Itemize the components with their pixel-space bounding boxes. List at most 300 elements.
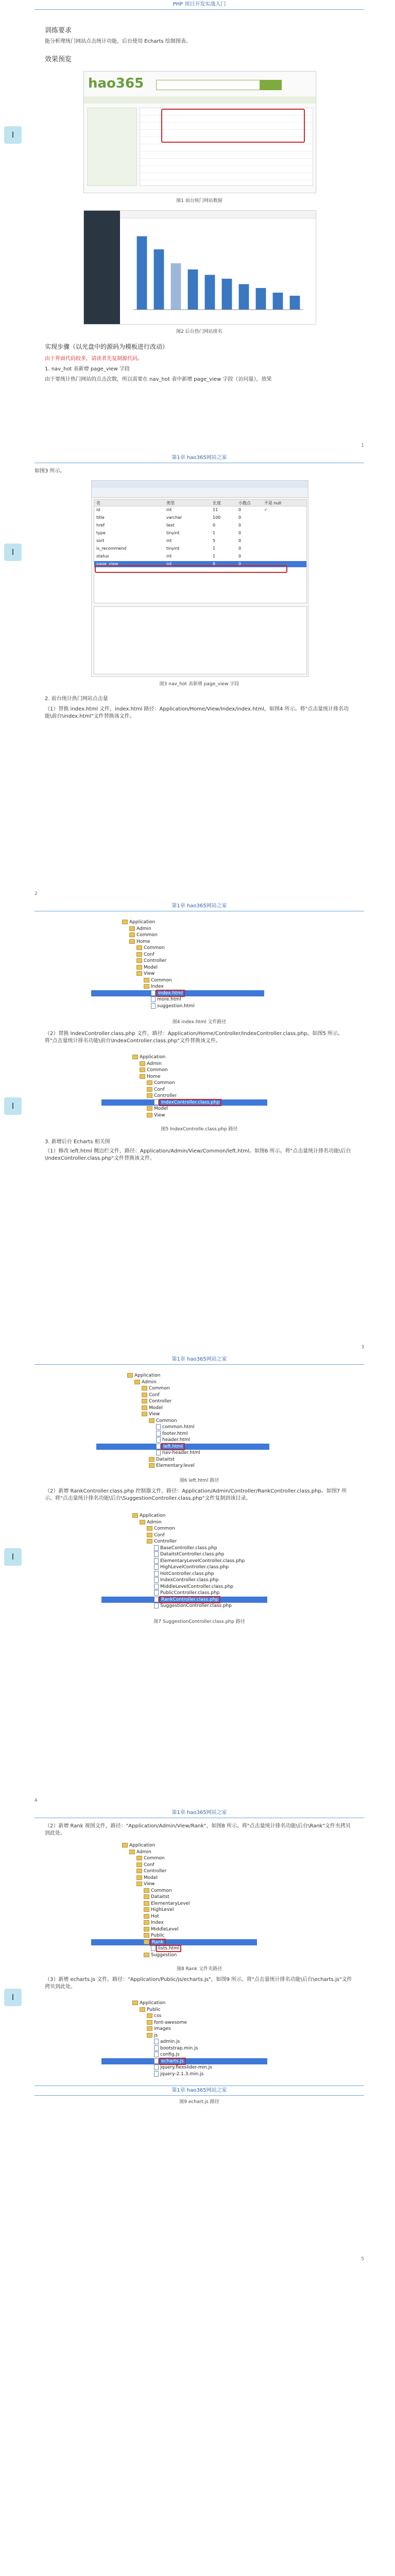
folder-icon	[140, 2007, 145, 2012]
folder-item[interactable]	[122, 1842, 155, 1849]
tree-label: Common	[147, 1067, 168, 1073]
file-icon	[151, 996, 156, 1002]
tree-label: Model	[149, 1405, 163, 1411]
tree-label: Index	[151, 984, 164, 989]
folder-icon	[144, 1907, 149, 1912]
page-number: 5	[361, 2257, 364, 2262]
folder-item[interactable]	[147, 1087, 165, 1093]
folder-item[interactable]	[147, 1080, 175, 1086]
tree-label: font-awesome	[154, 2020, 187, 2025]
tree-label: Model	[154, 1106, 168, 1111]
table-cell: 0	[238, 538, 242, 543]
table-cell: tinyint	[166, 546, 180, 551]
table-row[interactable]	[94, 538, 306, 544]
tree-label: header.html	[162, 1437, 191, 1443]
tree-label: jquery.flexslider-min.js	[160, 2065, 212, 2070]
folder-item[interactable]	[144, 977, 172, 984]
tree-label: Controller	[154, 1093, 177, 1098]
folder-item[interactable]	[136, 945, 165, 951]
tree-label: Application	[140, 1055, 166, 1060]
tree-label: Common	[154, 1080, 175, 1086]
folder-icon	[136, 958, 142, 963]
file-item[interactable]	[154, 1551, 224, 1557]
folder-item[interactable]	[129, 926, 151, 932]
figure-3-caption: 图3 nav_hot 表新增 page_view 字段	[159, 682, 239, 687]
tree-label: Application	[140, 2001, 166, 2006]
table-cell: 1	[213, 546, 216, 551]
file-item[interactable]	[101, 1597, 267, 1603]
folder-icon	[142, 1393, 147, 1397]
file-item[interactable]	[154, 2039, 180, 2045]
column-header: 类型	[166, 501, 175, 505]
folder-item[interactable]	[127, 1372, 160, 1379]
folder-icon	[147, 1087, 152, 1092]
file-tree-fig5	[132, 1054, 287, 1121]
table-cell: int	[166, 562, 172, 566]
file-item[interactable]	[154, 2045, 198, 2052]
folder-icon	[122, 920, 128, 924]
tree-label: Home	[136, 939, 150, 944]
bar[interactable]	[256, 288, 266, 310]
tree-label: css	[154, 2013, 162, 2019]
folder-icon	[147, 1539, 152, 1544]
file-item[interactable]	[154, 1590, 219, 1596]
folder-item[interactable]	[147, 2013, 161, 2019]
column-header: 名	[96, 501, 100, 505]
tree-label: Suggestion	[151, 1952, 177, 1958]
file-item[interactable]	[156, 1450, 200, 1456]
bar[interactable]	[205, 275, 215, 310]
folder-item[interactable]	[134, 1379, 157, 1385]
bar[interactable]	[239, 284, 249, 310]
folder-icon	[129, 1850, 135, 1854]
folder-item[interactable]	[132, 1513, 165, 1519]
tree-label: MiddleLevelController.class.php	[160, 1584, 234, 1589]
folder-item[interactable]	[144, 1920, 164, 1926]
tree-label: Admin	[142, 1379, 157, 1385]
tree-label: PublicController.class.php	[160, 1590, 220, 1596]
tree-label: Admin	[136, 1849, 151, 1855]
tree-label: Common	[136, 933, 158, 938]
file-icon	[154, 1577, 159, 1583]
folder-item[interactable]	[136, 952, 154, 958]
figure-7-caption: 图7 SuggestionController.class.php 路径	[153, 1619, 245, 1624]
step-2-desc: （1）替换 index.html 文件，index.html 路径：Application/Home/View/Index/index.html，如图4 所示。将"点击量统计排名功能\前台\index.html"文件替换该文件。	[45, 706, 349, 719]
folder-item[interactable]	[147, 1112, 165, 1118]
folder-item[interactable]	[147, 2026, 171, 2032]
navicat-table-screenshot	[91, 480, 308, 677]
bar[interactable]	[273, 293, 283, 310]
file-icon	[154, 2045, 159, 2051]
folder-item[interactable]	[140, 1067, 168, 1073]
column-header: 长度	[213, 501, 221, 505]
tree-label: Rank	[152, 1939, 164, 1945]
tree-label: Application	[134, 1373, 161, 1378]
folder-item[interactable]	[136, 1862, 154, 1868]
window-titlebar	[92, 481, 308, 488]
tree-label: Conf	[149, 1392, 160, 1398]
folder-item[interactable]	[147, 1093, 177, 1099]
hao365-screenshot	[83, 71, 316, 193]
file-item[interactable]	[154, 1584, 233, 1590]
table-row[interactable]	[94, 515, 306, 521]
search-box[interactable]	[156, 80, 260, 90]
folder-item[interactable]	[149, 1463, 195, 1469]
figure-1-caption: 图1 前台统门网站数据	[176, 198, 222, 204]
folder-item[interactable]	[147, 1106, 168, 1112]
table-cell: sort	[96, 538, 105, 543]
document-page-4	[35, 1355, 364, 1808]
tree-label: index.html	[158, 990, 183, 996]
folder-item[interactable]	[147, 2032, 158, 2039]
tree-label: Application	[129, 1843, 156, 1848]
file-icon	[156, 1444, 161, 1449]
folder-icon	[142, 1405, 147, 1410]
file-icon	[154, 1590, 159, 1596]
folder-icon	[140, 1074, 145, 1079]
tree-label: left.html	[163, 1444, 183, 1449]
hao365-logo: hao365	[88, 76, 144, 91]
figure-6-caption: 图6 left.html 路径	[179, 1478, 219, 1483]
heading-requirements: 训练要求	[45, 27, 72, 35]
page-number: 4	[35, 1798, 38, 1803]
folder-item[interactable]	[147, 1526, 175, 1532]
tree-label: Common	[151, 1888, 172, 1893]
tree-label: Common	[151, 977, 172, 983]
folder-icon	[144, 978, 149, 982]
file-icon	[154, 1571, 159, 1577]
file-icon	[154, 1584, 159, 1589]
file-tree-fig9	[132, 2000, 287, 2082]
folder-item[interactable]	[142, 1405, 163, 1411]
folder-item[interactable]	[144, 1926, 179, 1933]
folder-icon	[142, 1386, 147, 1391]
folder-item[interactable]	[129, 939, 150, 945]
folder-icon	[144, 1894, 149, 1899]
tree-label: IndexController.class.php	[161, 1099, 220, 1105]
folder-icon	[136, 965, 142, 970]
folder-item[interactable]	[136, 964, 158, 971]
side-nav-button[interactable]: I	[4, 126, 22, 144]
folder-item[interactable]	[144, 1894, 169, 1900]
table-cell: tinyint	[166, 531, 180, 535]
toolbar	[92, 488, 308, 498]
file-item[interactable]	[154, 2064, 212, 2071]
file-icon	[154, 1099, 159, 1105]
page-header: 第1章 hao365网站之家	[35, 1808, 364, 1818]
column-header: 不是 null	[264, 501, 282, 505]
file-item[interactable]	[156, 1424, 195, 1430]
side-nav-button[interactable]: I	[4, 1548, 22, 1566]
folder-item[interactable]	[149, 1456, 175, 1463]
folder-item[interactable]	[140, 1074, 161, 1080]
figure-5-caption: 图5 IndexControlle.class.php 路径	[161, 1127, 238, 1132]
tree-label: ElementaryLevel	[151, 1901, 190, 1906]
table-cell: int	[166, 554, 172, 558]
folder-icon	[147, 2013, 152, 2018]
tree-label: Conf	[154, 1532, 165, 1538]
tree-label: nav-header.html	[162, 1450, 200, 1455]
file-item[interactable]	[96, 1444, 269, 1450]
folder-icon	[136, 1862, 142, 1867]
file-tree-fig6	[127, 1372, 282, 1473]
folder-item[interactable]	[144, 1933, 165, 1939]
bar-chart	[123, 222, 314, 320]
folder-item[interactable]	[142, 1385, 170, 1392]
tree-label: View	[154, 1112, 165, 1118]
note-copy-source: 由于界面代码较多，请读者先复制源代码。	[45, 356, 143, 362]
file-item[interactable]	[156, 1437, 190, 1443]
tree-label: Admin	[136, 926, 151, 931]
admin-chart-screenshot	[83, 210, 316, 325]
folder-item[interactable]	[142, 1411, 160, 1417]
file-icon	[154, 2052, 159, 2057]
folder-item[interactable]	[140, 2007, 161, 2013]
document-page-5	[35, 1808, 364, 2267]
file-icon	[151, 1003, 156, 1009]
folder-icon	[142, 1399, 147, 1403]
folder-icon	[136, 952, 142, 957]
page-header-inline: 第1章 hao365网站之家	[35, 2086, 364, 2096]
folder-icon	[129, 926, 135, 931]
tree-label: Hot	[151, 1913, 159, 1919]
page-header: PHP 项目开发实战入门	[35, 0, 364, 10]
folder-icon	[147, 2020, 152, 2025]
tree-label: MiddleLevel	[151, 1926, 179, 1932]
folder-icon	[144, 1933, 149, 1938]
table-cell: title	[96, 515, 105, 520]
folder-item[interactable]	[144, 984, 164, 990]
table-cell: status	[96, 554, 109, 558]
file-item[interactable]	[151, 1945, 180, 1952]
file-item[interactable]	[154, 1564, 229, 1570]
table-cell: 0	[238, 546, 242, 551]
file-icon	[151, 990, 156, 996]
folder-item[interactable]	[147, 1538, 177, 1545]
table-cell: 0	[238, 562, 242, 566]
folder-item[interactable]	[144, 1907, 174, 1913]
page-header: 第1章 hao365网站之家	[35, 902, 364, 911]
file-item[interactable]	[154, 1545, 217, 1551]
admin-sidebar	[84, 211, 120, 324]
folder-icon	[122, 1843, 128, 1848]
page-header: 第1章 hao365网站之家	[35, 453, 364, 463]
figure-4-caption: 图4 index.html 文件路径	[172, 1020, 227, 1025]
table-cell: 5	[213, 538, 216, 543]
folder-item[interactable]	[136, 1881, 154, 1887]
folder-item[interactable]	[149, 1418, 177, 1424]
file-item[interactable]	[101, 2058, 267, 2064]
step-1-desc: 由于要统计热门网站的点击次数，所以需要在 nav_hot 表中新增 page_view 字段（访问量），效果	[45, 377, 272, 382]
file-tree-fig4	[122, 919, 277, 1014]
tree-label: DataitstController.class.php	[160, 1552, 225, 1557]
search-button[interactable]	[260, 80, 282, 90]
tree-label: more.html	[157, 997, 181, 1002]
tree-label: RankController.class.php	[161, 1597, 219, 1602]
tree-label: jquery-2.1.3.min.js	[160, 2071, 204, 2077]
folder-icon	[136, 1856, 142, 1860]
table-cell: 1	[213, 554, 216, 558]
figure-8-caption: 图8 Rank 文件夹路径	[177, 1967, 222, 1972]
file-icon	[154, 1558, 159, 1564]
folder-icon	[149, 1463, 154, 1468]
file-item[interactable]	[154, 1603, 232, 1609]
document-page-3	[35, 902, 364, 1355]
tree-label: Home	[147, 1074, 161, 1079]
table-row[interactable]	[94, 546, 306, 552]
file-item[interactable]	[151, 1003, 195, 1009]
tree-label: admin.js	[160, 2039, 180, 2044]
folder-item[interactable]	[136, 958, 166, 964]
fig5-intro: （2）替换 IndexController.class.php 文件，路径：Application/Home/Controller/IndexController.class.php。如图5 所示。将"点击量统计排名功能\前台\IndexController.class.php"文件替换该文件。	[45, 1031, 343, 1044]
file-icon	[154, 2071, 159, 2077]
file-item[interactable]	[154, 2052, 180, 2058]
folder-item[interactable]	[144, 1901, 190, 1907]
table-grid	[94, 499, 307, 603]
folder-item[interactable]	[140, 1519, 162, 1526]
folder-item[interactable]	[136, 971, 154, 977]
file-icon	[156, 1431, 161, 1436]
folder-item[interactable]	[136, 1875, 158, 1881]
tree-label: View	[144, 971, 155, 976]
folder-item[interactable]	[144, 1913, 159, 1920]
table-cell: 0	[213, 523, 216, 528]
folder-item[interactable]	[132, 1054, 165, 1060]
file-icon	[156, 1424, 161, 1430]
folder-icon	[147, 2033, 152, 2038]
folder-icon	[144, 1927, 149, 1931]
folder-item[interactable]	[132, 2000, 165, 2006]
folder-item[interactable]	[144, 1888, 172, 1894]
folder-item[interactable]	[142, 1398, 171, 1404]
folder-icon	[147, 1113, 152, 1117]
tree-label: Public	[147, 2007, 161, 2012]
folder-item[interactable]	[91, 1939, 257, 1945]
tree-label: Conf	[144, 952, 154, 957]
file-item[interactable]	[154, 1577, 218, 1583]
step-3-desc: （1）修改 left.html 侧边栏文件，路径：Application/Admin/View/Common/left.html。如图6 所示。将"点击量统计排名功能\后台\IndexController.class.php"文件替换该文件。	[45, 1148, 351, 1161]
folder-icon	[144, 1901, 149, 1906]
tree-label: Controller	[154, 1539, 177, 1544]
file-icon	[156, 1437, 161, 1443]
tree-label: Model	[144, 1875, 158, 1880]
tree-label: config.js	[160, 2052, 180, 2057]
tree-label: Conf	[144, 1862, 154, 1868]
folder-item[interactable]	[136, 1855, 165, 1861]
file-item[interactable]	[154, 1571, 214, 1577]
tree-label: Dataitst	[156, 1456, 175, 1462]
file-item[interactable]	[151, 996, 181, 1003]
folder-item[interactable]	[136, 1868, 166, 1874]
bar[interactable]	[154, 249, 164, 310]
bar[interactable]	[171, 263, 181, 310]
side-nav-button[interactable]: I	[4, 544, 22, 561]
figure-2-caption: 图2 后台热门网站排名	[176, 329, 222, 334]
table-row[interactable]	[94, 553, 306, 560]
file-item[interactable]	[154, 1558, 245, 1564]
bar[interactable]	[290, 296, 300, 310]
page-number: 3	[361, 1345, 364, 1350]
tree-label: bootstrap.min.js	[160, 2045, 198, 2051]
tree-label: Model	[144, 964, 158, 970]
folder-item[interactable]	[129, 1849, 151, 1855]
folder-item[interactable]	[147, 1532, 165, 1538]
folder-icon	[142, 1412, 147, 1416]
fig7-intro: （2）新增 RankController.class.php 控制器文件，路径：Application/Admin/Controller/RankController.class.php。如图7 所示。将"点击量统计排名功能\后台\SuggestionController.class.php"文件复制到该目录。	[45, 1488, 347, 1501]
folder-icon	[132, 2001, 138, 2005]
column-header: 小数点	[238, 501, 251, 505]
folder-icon	[132, 1513, 138, 1518]
tree-label: images	[154, 2026, 171, 2031]
bar[interactable]	[222, 279, 232, 310]
file-item[interactable]	[91, 990, 264, 996]
side-nav-button[interactable]: I	[4, 1097, 22, 1115]
table-cell: href	[96, 523, 105, 528]
file-icon	[151, 1945, 156, 1951]
table-cell: 1	[213, 531, 216, 535]
folder-icon	[149, 1457, 154, 1462]
folder-item[interactable]	[147, 2020, 187, 2026]
document-page-2	[35, 453, 364, 902]
left-panel	[87, 108, 137, 186]
file-tree-fig8	[122, 1842, 277, 1961]
bar[interactable]	[188, 269, 198, 310]
folder-icon	[147, 2026, 152, 2031]
folder-icon	[147, 1106, 152, 1111]
table-cell: varchar	[166, 515, 182, 520]
folder-item[interactable]	[140, 1061, 162, 1067]
table-cell: 0	[238, 515, 242, 520]
tree-label: Admin	[147, 1061, 162, 1066]
file-item[interactable]	[156, 1431, 187, 1437]
folder-item[interactable]	[144, 1952, 177, 1958]
figure-9-caption: 图9 echart.js 路径	[179, 2099, 219, 2105]
file-item[interactable]	[154, 2071, 203, 2077]
file-icon	[154, 1597, 159, 1602]
folder-icon	[140, 1520, 145, 1524]
step-2-title: 2. 前台统计热门网站点击量	[45, 696, 108, 702]
bar[interactable]	[137, 236, 147, 310]
folder-item[interactable]	[142, 1392, 160, 1398]
tree-label: Index	[151, 1920, 164, 1925]
tree-label: View	[149, 1412, 160, 1417]
tree-label: Common	[156, 1418, 177, 1423]
heading-steps: 实现步骤（以光盘中的源码为模板进行改动）	[45, 343, 169, 350]
file-item[interactable]	[101, 1099, 267, 1106]
folder-icon	[147, 1526, 152, 1531]
side-nav-button[interactable]: I	[4, 1989, 22, 2006]
tree-label: HighLevel	[151, 1907, 174, 1912]
folder-item[interactable]	[122, 919, 155, 925]
table-row[interactable]	[94, 530, 306, 536]
step-3-title: 3. 新增后台 Echarts 相关图	[45, 1139, 110, 1145]
folder-icon	[144, 984, 149, 989]
table-cell: 8	[213, 562, 216, 566]
folder-item[interactable]	[129, 932, 158, 938]
tree-label: Conf	[154, 1087, 165, 1092]
table-row[interactable]	[94, 522, 306, 529]
field-properties	[94, 606, 307, 674]
document-page-1	[35, 0, 364, 453]
table-row[interactable]	[94, 507, 306, 513]
file-icon	[154, 1545, 159, 1551]
fig9-intro: （3）新增 echarts.js 文件，路径："Application/Public/js/echarts.js"，如图9 所示。将"点击量统计排名功能\后台\echarts.js"文件拷贝到此处。	[45, 1977, 352, 1990]
tree-label: Application	[129, 920, 156, 925]
table-cell: int	[166, 507, 172, 512]
tree-label: Elementary.level	[156, 1463, 195, 1468]
file-tree-fig7	[132, 1513, 297, 1613]
folder-icon	[147, 1533, 152, 1537]
